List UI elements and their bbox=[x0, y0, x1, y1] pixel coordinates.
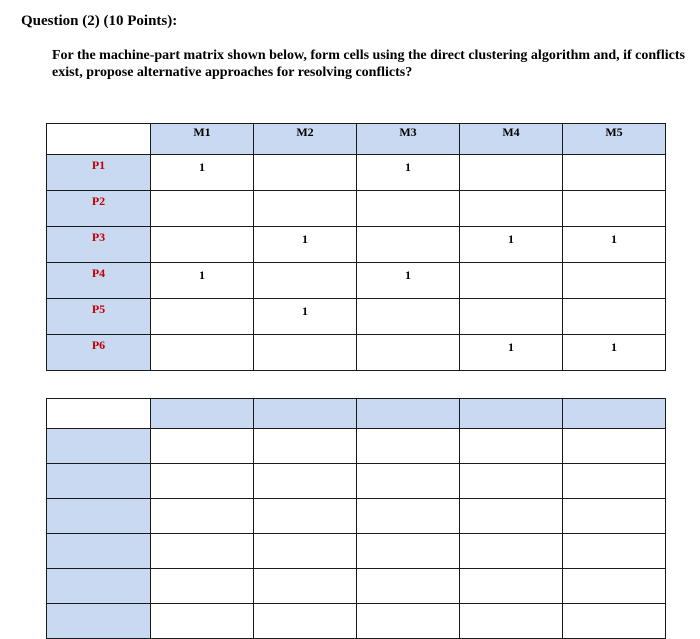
matrix-cell bbox=[357, 299, 460, 335]
answer-cell bbox=[460, 429, 563, 464]
matrix-cell bbox=[563, 155, 666, 191]
answer-cell bbox=[460, 604, 563, 639]
matrix-cell: 1 bbox=[151, 263, 254, 299]
matrix-cell bbox=[563, 299, 666, 335]
answer-cell bbox=[151, 569, 254, 604]
matrix-cell bbox=[563, 191, 666, 227]
matrix-cell bbox=[460, 155, 563, 191]
answer-cell bbox=[460, 464, 563, 499]
machine-part-matrix bbox=[46, 123, 666, 371]
matrix-row-p4 bbox=[47, 263, 666, 299]
answer-header-cell bbox=[254, 399, 357, 429]
matrix-cell bbox=[254, 263, 357, 299]
answer-row-header-cell bbox=[47, 464, 151, 499]
matrix-cell: 1 bbox=[151, 155, 254, 191]
answer-cell bbox=[151, 534, 254, 569]
answer-header-row bbox=[47, 399, 666, 429]
answer-cell bbox=[563, 569, 666, 604]
question-text: For the machine-part matrix shown below, form cells using the direct clustering algorithm and, if conflicts exist, propose alternative approaches for resolving conflicts? bbox=[52, 48, 685, 80]
answer-row bbox=[47, 464, 666, 499]
matrix-cell bbox=[254, 335, 357, 371]
answer-cell bbox=[151, 499, 254, 534]
answer-cell bbox=[254, 429, 357, 464]
matrix-cell bbox=[151, 191, 254, 227]
matrix-cell: 1 bbox=[254, 299, 357, 335]
answer-cell bbox=[357, 429, 460, 464]
matrix-cell: 1 bbox=[563, 227, 666, 263]
part-label-p6: P6 bbox=[47, 335, 151, 371]
answer-row bbox=[47, 569, 666, 604]
answer-cell bbox=[151, 464, 254, 499]
matrix-cell bbox=[151, 335, 254, 371]
answer-cell bbox=[357, 569, 460, 604]
part-label-p2: P2 bbox=[47, 191, 151, 227]
answer-header-cell bbox=[563, 399, 666, 429]
answer-header-cell bbox=[357, 399, 460, 429]
matrix-cell: 1 bbox=[460, 227, 563, 263]
matrix-cell bbox=[357, 335, 460, 371]
answer-matrix bbox=[46, 398, 666, 639]
matrix-row-p6 bbox=[47, 335, 666, 371]
matrix-cell bbox=[460, 299, 563, 335]
answer-cell bbox=[254, 534, 357, 569]
answer-cell bbox=[254, 499, 357, 534]
matrix-cell: 1 bbox=[254, 227, 357, 263]
matrix-row-p5 bbox=[47, 299, 666, 335]
answer-cell bbox=[460, 499, 563, 534]
matrix-cell: 1 bbox=[460, 335, 563, 371]
matrix-row-p1 bbox=[47, 155, 666, 191]
matrix-cell bbox=[357, 191, 460, 227]
answer-row bbox=[47, 534, 666, 569]
answer-row bbox=[47, 429, 666, 464]
matrix-corner-cell bbox=[47, 124, 151, 155]
answer-cell bbox=[563, 499, 666, 534]
matrix-cell bbox=[357, 227, 460, 263]
part-label-p1: P1 bbox=[47, 155, 151, 191]
machine-header-m3: M3 bbox=[357, 124, 460, 155]
answer-cell bbox=[357, 534, 460, 569]
answer-row bbox=[47, 499, 666, 534]
answer-corner-cell bbox=[47, 399, 151, 429]
matrix-cell: 1 bbox=[563, 335, 666, 371]
part-label-p4: P4 bbox=[47, 263, 151, 299]
machine-header-m5: M5 bbox=[563, 124, 666, 155]
answer-cell bbox=[460, 534, 563, 569]
answer-cell bbox=[254, 569, 357, 604]
matrix-cell bbox=[151, 227, 254, 263]
answer-cell bbox=[254, 604, 357, 639]
matrix-cell bbox=[254, 155, 357, 191]
answer-header-cell bbox=[151, 399, 254, 429]
matrix-cell bbox=[460, 263, 563, 299]
machine-header-m1: M1 bbox=[151, 124, 254, 155]
matrix-cell bbox=[460, 191, 563, 227]
answer-header-cell bbox=[460, 399, 563, 429]
answer-row-header-cell bbox=[47, 534, 151, 569]
answer-cell bbox=[563, 464, 666, 499]
answer-row-header-cell bbox=[47, 604, 151, 639]
answer-row-header-cell bbox=[47, 429, 151, 464]
answer-cell bbox=[151, 604, 254, 639]
answer-cell bbox=[357, 464, 460, 499]
answer-cell bbox=[460, 569, 563, 604]
question-title: Question (2) (10 Points): bbox=[21, 13, 178, 29]
matrix-cell bbox=[563, 263, 666, 299]
matrix-row-p2 bbox=[47, 191, 666, 227]
answer-cell bbox=[563, 429, 666, 464]
matrix-header-row bbox=[47, 124, 666, 155]
machine-header-m2: M2 bbox=[254, 124, 357, 155]
answer-row-header-cell bbox=[47, 569, 151, 604]
matrix-cell: 1 bbox=[357, 155, 460, 191]
matrix-cell bbox=[254, 191, 357, 227]
matrix-row-p3 bbox=[47, 227, 666, 263]
matrix-cell bbox=[151, 299, 254, 335]
answer-cell bbox=[563, 604, 666, 639]
answer-row bbox=[47, 604, 666, 639]
matrix-cell: 1 bbox=[357, 263, 460, 299]
part-label-p3: P3 bbox=[47, 227, 151, 263]
answer-cell bbox=[151, 429, 254, 464]
answer-cell bbox=[357, 604, 460, 639]
answer-cell bbox=[563, 534, 666, 569]
part-label-p5: P5 bbox=[47, 299, 151, 335]
machine-header-m4: M4 bbox=[460, 124, 563, 155]
answer-cell bbox=[357, 499, 460, 534]
answer-cell bbox=[254, 464, 357, 499]
answer-row-header-cell bbox=[47, 499, 151, 534]
